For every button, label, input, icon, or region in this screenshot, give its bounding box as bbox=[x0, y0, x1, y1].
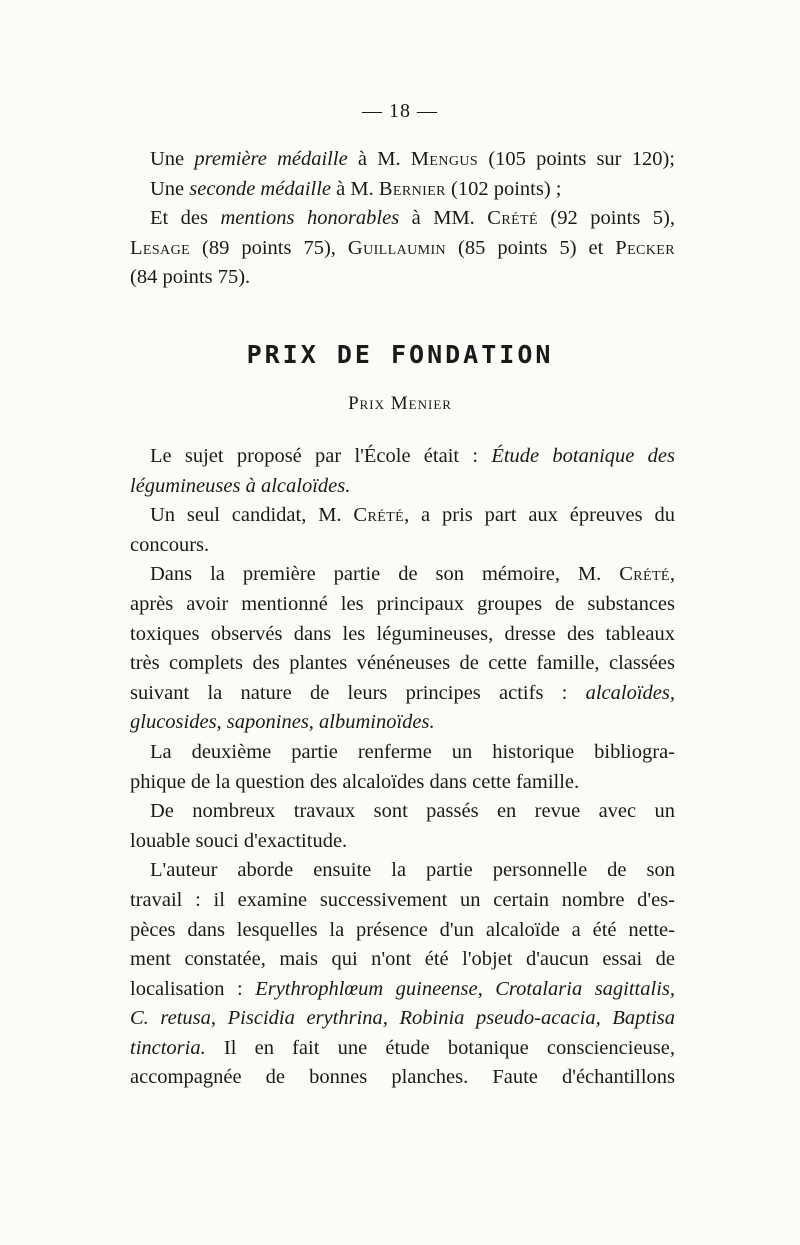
awards-list bbox=[130, 145, 675, 293]
text-line: glucosides, saponines, albuminoïdes. bbox=[130, 711, 435, 734]
text-line: toxiques observés dans les légumineuses, dresse des tableaux bbox=[130, 622, 675, 645]
text-line: concours. bbox=[130, 533, 210, 556]
section-heading: PRIX DE FONDATION bbox=[246, 340, 554, 369]
body-text bbox=[130, 442, 675, 1093]
text-line: phique de la question des alcaloïdes dans cette famille. bbox=[130, 770, 580, 793]
text-line: C. retusa, Piscidia erythrina, Robinia pseudo-acacia, Baptisa bbox=[130, 1007, 675, 1030]
text-line: accompagnée de bonnes planches. Faute d'échantillons bbox=[130, 1066, 675, 1089]
text-line: L'auteur aborde ensuite la partie personnelle de son bbox=[150, 859, 675, 882]
text-line: Le sujet proposé par l'École était : Étude botanique des bbox=[150, 445, 675, 467]
award-line-4: Lesage (89 points 75), Guillaumin (85 points 5) et Pecker bbox=[130, 236, 675, 259]
page-number: — 18 — bbox=[362, 100, 438, 122]
text-line: De nombreux travaux sont passés en revue avec un bbox=[150, 800, 675, 823]
text-line: pèces dans lesquelles la présence d'un alcaloïde a été nette- bbox=[130, 918, 675, 941]
text-line: localisation : Erythrophlœum guineense, Crotalaria sagittalis, bbox=[130, 977, 675, 1000]
text-line: ment constatée, mais qui n'ont été l'objet d'aucun essai de bbox=[130, 948, 675, 971]
text-line: légumineuses à alcaloïdes. bbox=[130, 474, 351, 497]
text-line: travail : il examine successivement un certain nombre d'es- bbox=[130, 888, 675, 911]
award-line-1: Une première médaille à M. Mengus (105 points sur 120); bbox=[150, 148, 675, 170]
text-line: Un seul candidat, M. Crété, a pris part aux épreuves du bbox=[150, 504, 675, 527]
section-subheading: Prix Menier bbox=[348, 393, 452, 414]
text-line: après avoir mentionné les principaux groupes de substances bbox=[130, 592, 675, 615]
text-line: louable souci d'exactitude. bbox=[130, 829, 348, 852]
text-line: Dans la première partie de son mémoire, M. Crété, bbox=[150, 563, 675, 586]
award-line-3: Et des mentions honorables à MM. Crété (92 points 5), bbox=[150, 207, 675, 230]
award-line-5: (84 points 75). bbox=[130, 266, 251, 289]
text-line: très complets des plantes vénéneuses de cette famille, classées bbox=[130, 652, 675, 675]
text-line: tinctoria. Il en fait une étude botanique consciencieuse, bbox=[130, 1036, 675, 1059]
award-line-2: Une seconde médaille à M. Bernier (102 points) ; bbox=[150, 177, 562, 200]
text-line: La deuxième partie renferme un historique bibliogra- bbox=[150, 740, 675, 763]
text-line: suivant la nature de leurs principes actifs : alcaloïdes, bbox=[130, 681, 675, 704]
